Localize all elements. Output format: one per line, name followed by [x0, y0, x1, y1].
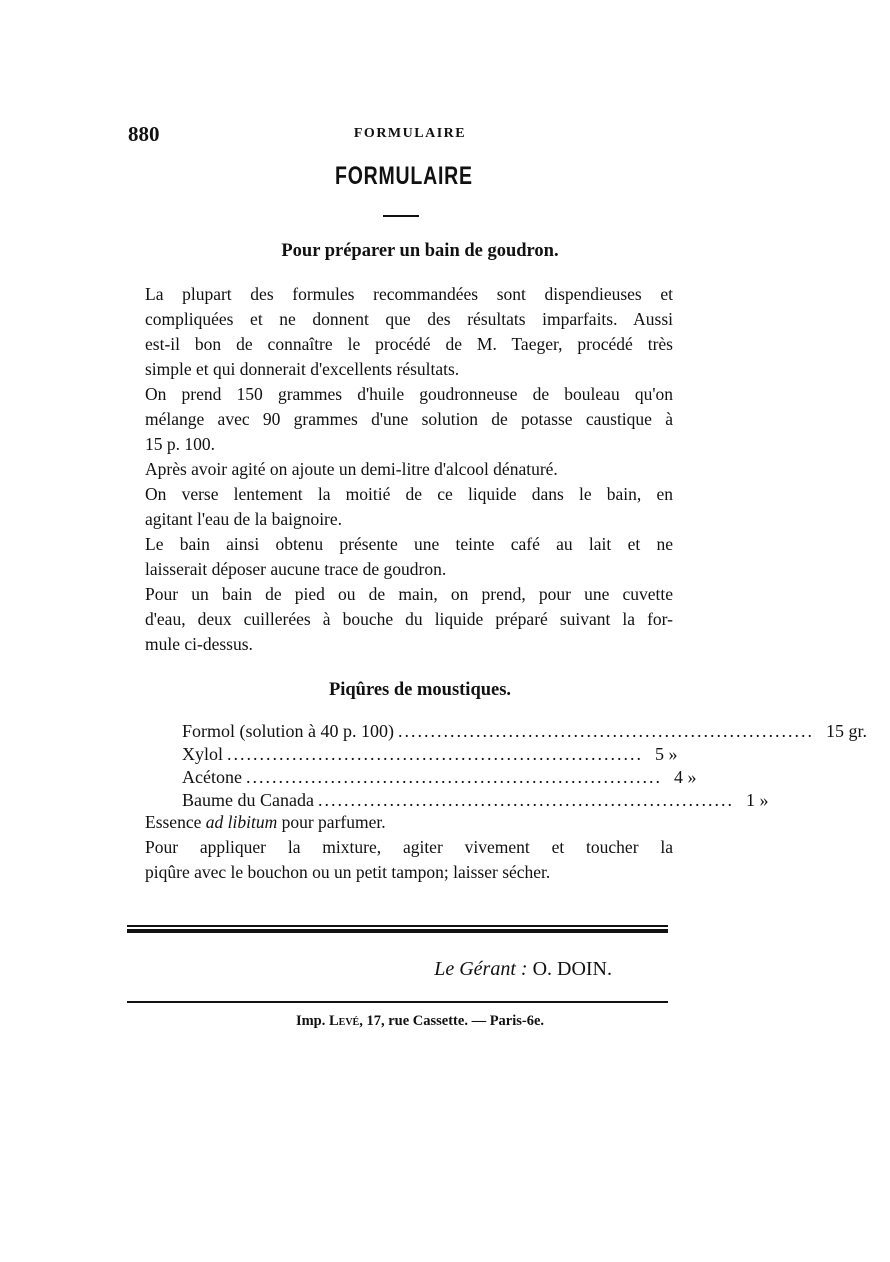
text-line: Pour un bain de pied ou de main, on prend, pour une cuvette [145, 584, 673, 604]
text-line: On verse lentement la moitié de ce liquide dans le bain, en [145, 484, 673, 504]
ingredient-quantity: 4 » [673, 767, 697, 787]
text-line: 15 p. 100. [145, 434, 215, 454]
text-line: Après avoir agité on ajoute un demi-litre d'alcool dénaturé. [145, 459, 558, 479]
ingredient-quantity: 1 » [745, 790, 769, 810]
imprint-name: Levé [328, 1013, 360, 1029]
footer-rule-thin [127, 925, 668, 927]
text-line: On prend 150 grammes d'huile goudronneuse de bouleau qu'on [145, 384, 673, 404]
ingredient-name: Baume du Canada [182, 790, 314, 810]
text-line: La plupart des formules recommandées sont dispendieuses et [145, 284, 673, 304]
text-line: compliquées et ne donnent que des résultats imparfaits. Aussi [145, 309, 673, 329]
leader-dots: ................................................................ [317, 790, 734, 810]
text-line: mélange avec 90 grammes d'une solution de potasse caustique à [145, 409, 673, 429]
essence-italic: ad libitum [205, 812, 278, 832]
page-number: 880 [128, 122, 160, 146]
recipe-row [182, 789, 769, 812]
section-body-goudron [145, 282, 673, 657]
leader-dots: ................................................................ [398, 721, 814, 741]
text-line: d'eau, deux cuillerées à bouche du liquide préparé suivant la for- [145, 609, 673, 629]
signature-label: Le Gérant : [434, 958, 528, 980]
recipe-row [182, 743, 678, 766]
essence-text-end: pour parfumer. [277, 812, 386, 832]
page-title: FORMULAIRE [335, 162, 473, 190]
footer-rule-thick [127, 929, 668, 933]
ingredient-quantity: 15 gr. [826, 721, 868, 741]
signature-name: O. DOIN. [532, 958, 612, 980]
text-line: Pour appliquer la mixture, agiter vivement et toucher la [145, 837, 673, 857]
imprint-rule [127, 1001, 668, 1003]
essence-line [145, 810, 673, 835]
section-heading-goudron: Pour préparer un bain de goudron. [281, 241, 559, 261]
signature [0, 958, 800, 981]
ingredient-name: Formol (solution à 40 p. 100) [182, 721, 394, 741]
ingredient-name: Xylol [182, 744, 224, 764]
text-line: Le bain ainsi obtenu présente une teinte café au lait et ne [145, 534, 673, 554]
essence-text: Essence [145, 812, 206, 832]
text-line: mule ci-dessus. [145, 634, 253, 654]
ingredient-name: Acétone [182, 767, 242, 787]
imprint [0, 1013, 800, 1030]
section-heading-moustiques: Piqûres de moustiques. [328, 680, 512, 700]
recipe-row [182, 720, 868, 743]
text-line: piqûre avec le bouchon ou un petit tampon; laisser sécher. [145, 862, 551, 882]
section-body-moustiques [145, 810, 673, 885]
leader-dots: ................................................................ [227, 744, 644, 764]
ingredient-quantity: 5 » [655, 744, 678, 764]
title-rule [383, 215, 419, 217]
imprint-address: , 17, rue Cassette. — Paris-6e. [359, 1013, 545, 1029]
recipe-list [182, 720, 868, 812]
leader-dots: ................................................................ [245, 767, 662, 787]
text-line: laisserait déposer aucune trace de goudron. [145, 559, 447, 579]
recipe-row [182, 766, 697, 789]
text-line: simple et qui donnerait d'excellents résultats. [145, 359, 460, 379]
text-line: agitant l'eau de la baignoire. [145, 509, 343, 529]
text-line: est-il bon de connaître le procédé de M. Taeger, procédé très [145, 334, 673, 354]
imprint-prefix: Imp. [295, 1013, 329, 1029]
running-head: FORMULAIRE [353, 126, 467, 141]
